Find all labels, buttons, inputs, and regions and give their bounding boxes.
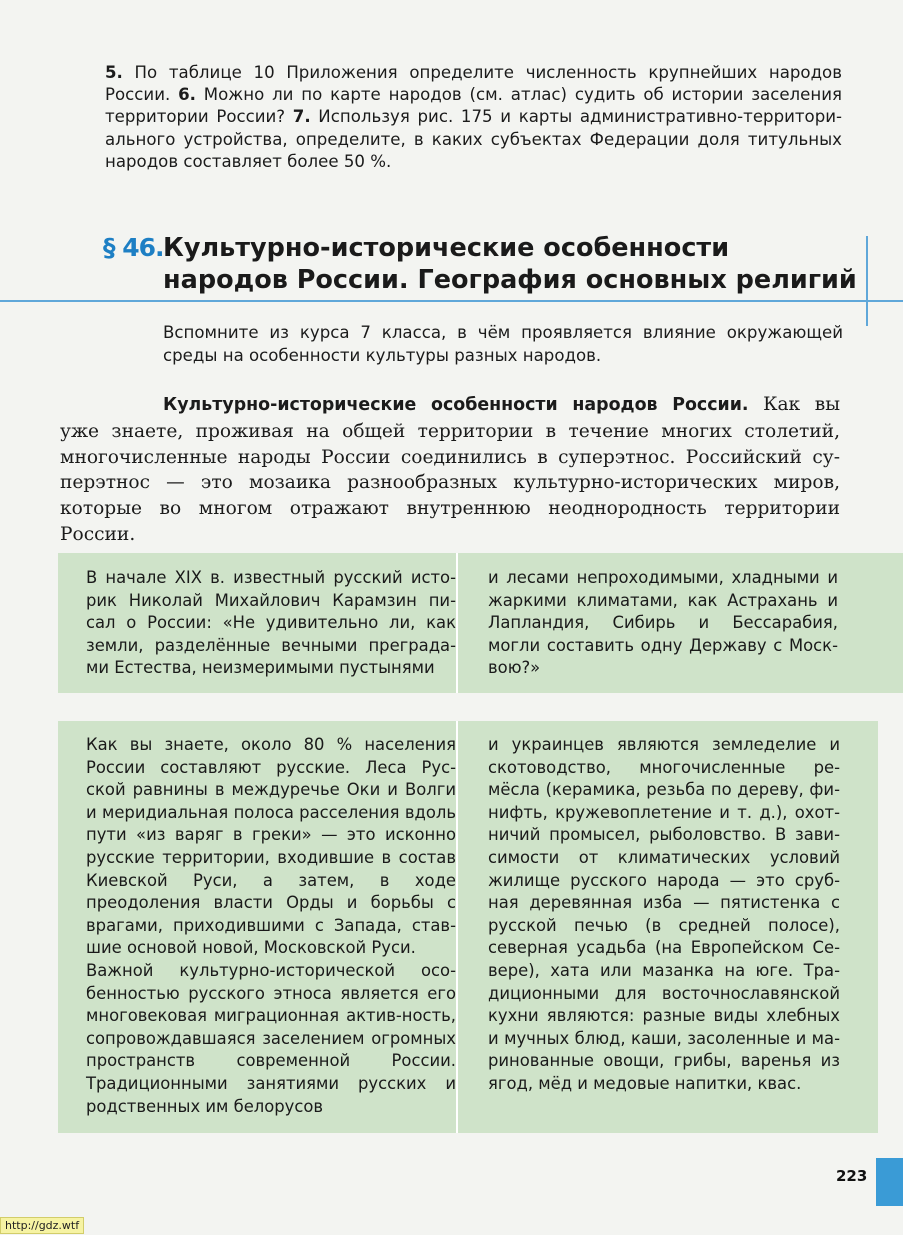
section-title-line-2: народов России. География основных религий: [163, 265, 857, 295]
quote-left-column: В начале XIX в. известный русский исто-рик Николай Михайлович Карамзин пи-сал о России: «Не удивительно ли, как земли, разделённые вечными преграда-ми Естества, неизмеримыми пустынями: [86, 568, 456, 678]
main-left-paragraph-1: Как вы знаете, около 80 % населения России составляют русские. Леса Рус-ской равнины в междуречье Оки и Волги и меридиальная полоса расселения вдоль пути «из варяг в греки» — это исконно русские территории, входившие в состав Киевской Руси, а затем, в ходе преодоления власти Орды и борьбы с врагами, приходившими с Запада, став-шие основой новой, Московской Руси.: [86, 735, 456, 958]
question-6-number: 6.: [178, 85, 196, 105]
question-7-number: 7.: [292, 107, 311, 127]
main-left-column: [86, 734, 456, 1118]
page-edge-tab: [876, 1158, 903, 1206]
page-number: 223: [836, 1167, 868, 1185]
russian-culture-box: [58, 721, 878, 1133]
section-margin-line: [866, 236, 868, 326]
section-title-line-1: Культурно-исторические особенности: [163, 233, 730, 263]
main-box-divider: [456, 721, 458, 1133]
main-right-column: и украинцев являются земледелие и скотоводство, многочисленные ре-мёсла (керамика, резьба по дереву, фи-нифть, кружевоплетение и т. д.), охот-ничий промысел, рыболовство. В зави-симости от климатических условий жилище русского народа — это сруб-ная деревянная изба — пятистенка с русской печью (в средней полосе), северная усадьба (на Европейском Се-вере), хата или мазанка на юге. Тра-диционными для восточнославянской кухни являются: разные виды хлебных и мучных блюд, каши, засоленные и ма-ринованные овощи, грибы, варенья из ягод, мёд и медовые напитки, квас.: [488, 735, 840, 1093]
intro-paragraph: [60, 392, 840, 548]
section-divider-line: [0, 300, 903, 302]
quote-right-column: и лесами непроходимыми, хладными и жаркими климатами, как Астрахань и Лапландия, Сибирь и Бессарабия, могли составить одну Державу с Моск-вою?»: [488, 568, 838, 678]
intro-text: Как вы уже знаете, проживая на общей территории в течение многих столетий, многочисленные народы России соединились в суперэтнос. Российский су-перэтнос — это мозаика разнообразных культурно-исторических миров, которые во многом отражают внутреннюю неоднородность территории России.: [60, 394, 840, 545]
section-title: [163, 232, 863, 296]
recall-prompt: Вспомните из курса 7 класса, в чём проявляется влияние окружающей среды на особенности культуры разных народов.: [163, 323, 843, 365]
review-questions: [105, 62, 842, 173]
main-left-paragraph-2: Важной культурно-исторической осо-бенностью русского этноса является его многовековая миграционная актив-ность, сопровождавшаяся заселением огромных пространств современной России. Традиционными занятиями русских и родственных им белорусов: [86, 960, 456, 1116]
question-5-text: По таблице 10 Приложения определите численность крупнейших народов России.: [105, 63, 842, 105]
quote-box-divider: [456, 553, 458, 693]
watermark-url: http://gdz.wtf: [0, 1217, 84, 1234]
question-7-text: Используя рис. 175 и карты административно-территори-ального устройства, определите, в каких субъектах Федерации доля титульных народов составляет более 50 %.: [105, 107, 843, 171]
question-5-number: 5.: [105, 63, 123, 82]
quote-box: [58, 553, 903, 693]
section-number: § 46.: [103, 233, 164, 262]
question-6-text: Можно ли по карте народов (см. атлас) судить об истории заселения территории России?: [105, 85, 842, 127]
intro-lead-heading: Культурно-исторические особенности народов России.: [163, 395, 749, 415]
